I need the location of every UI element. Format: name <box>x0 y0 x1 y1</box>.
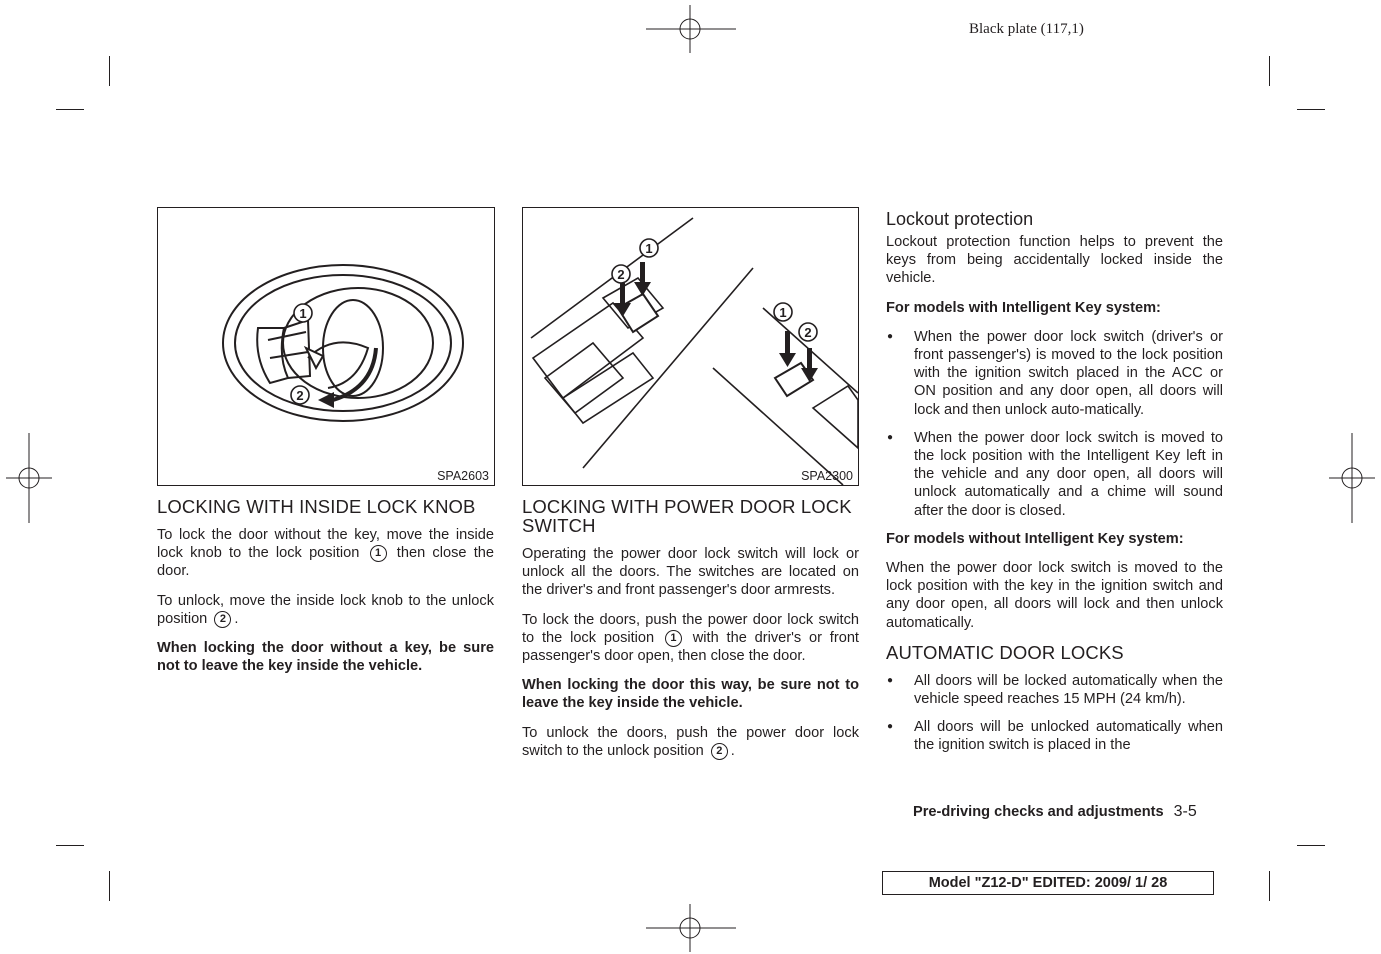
bullet-list <box>886 328 1223 520</box>
callout-1 <box>640 239 658 257</box>
list-item: ● When the power door lock switch (driver's or front passenger's) is moved to the lock position with the ignition switch placed in the ACC or ON position and any door open, all doors will lock and then unlock auto-matically. <box>886 328 1223 419</box>
crop-mark <box>1297 845 1325 846</box>
callout-1 <box>774 303 792 321</box>
callout-2 <box>291 386 309 404</box>
bullet-list <box>886 672 1223 755</box>
text: then close the door. <box>157 545 494 580</box>
text: To lock the door without the key, move the inside lock knob to the lock position <box>157 527 494 562</box>
subheading: For models with Intelligent Key system: <box>886 299 1161 316</box>
crop-mark <box>1269 56 1270 86</box>
figure-code: SPA2300 <box>801 469 853 483</box>
callout-1-label: 1 <box>645 241 653 256</box>
callout-2 <box>612 265 630 283</box>
paragraph: Lockout protection function helps to prevent the keys from being accidentally locked inside the vehicle. <box>886 234 1223 287</box>
circled-number: 2 <box>214 611 231 628</box>
section-heading: LOCKING WITH POWER DOOR LOCK SWITCH <box>522 496 852 536</box>
column-lockout-protection <box>886 209 1223 755</box>
crop-mark <box>1297 109 1325 110</box>
crop-mark <box>56 845 84 846</box>
circled-number: 2 <box>711 743 728 760</box>
registration-mark <box>646 902 736 954</box>
registration-mark <box>6 433 52 523</box>
column-inside-lock-knob <box>157 497 494 686</box>
paragraph: When the power door lock switch is moved to the lock position with the key in the ignition switch and any door open, all doors will lock and then unlock automatically. <box>886 560 1223 631</box>
list-item: ● All doors will be locked automatically when the vehicle speed reaches 15 MPH (24 km/h). <box>886 672 1223 708</box>
text: To unlock, move the inside lock knob to the unlock position <box>157 592 494 627</box>
warning-text: When locking the door without a key, be sure not to leave the key inside the vehicle. <box>157 640 494 675</box>
registration-mark <box>646 3 736 55</box>
crop-mark <box>109 871 110 901</box>
paragraph <box>522 611 859 666</box>
power-lock-switch-illustration <box>523 208 858 485</box>
section-heading: LOCKING WITH INSIDE LOCK KNOB <box>157 496 476 517</box>
callout-2-label: 2 <box>804 325 812 340</box>
crop-mark <box>1269 871 1270 901</box>
subheading: For models without Intelligent Key system: <box>886 530 1184 547</box>
callout-1 <box>294 304 312 322</box>
model-edited-box: Model "Z12-D" EDITED: 2009/ 1/ 28 <box>882 871 1214 895</box>
figure-power-door-lock-switch <box>522 207 859 486</box>
callout-2-label: 2 <box>296 388 304 403</box>
text: . <box>234 610 239 627</box>
column-power-door-lock <box>522 497 859 771</box>
section-title: Pre-driving checks and adjustments <box>913 804 1164 820</box>
crop-mark <box>109 56 110 86</box>
figure-code: SPA2603 <box>437 469 489 483</box>
circled-number: 1 <box>370 545 387 562</box>
list-item: ● When the power door lock switch is moved to the lock position with the Intelligent Key left in the vehicle and any door open, all doors will unlock automatically and a chime will sound after the door is closed. <box>886 429 1223 520</box>
crop-mark <box>56 109 84 110</box>
text: To lock the doors, push the power door lock switch to the lock position <box>522 611 859 646</box>
list-item: ● All doors will be unlocked automatically when the ignition switch is placed in the <box>886 718 1223 754</box>
text: with the driver's or front passenger's door open, then close the door. <box>522 629 859 665</box>
section-heading: Lockout protection <box>886 209 1034 229</box>
registration-mark <box>1329 433 1375 523</box>
text: To unlock the doors, push the power door lock switch to the unlock position <box>522 724 859 759</box>
figure-inside-lock-knob <box>157 207 495 486</box>
callout-2-label: 2 <box>617 267 625 282</box>
warning-text: When locking the door this way, be sure not to leave the key inside the vehicle. <box>522 677 859 712</box>
paragraph <box>157 526 494 581</box>
lock-knob-illustration <box>158 208 494 485</box>
paragraph <box>157 592 494 628</box>
callout-1-label: 1 <box>779 305 787 320</box>
paragraph <box>522 724 859 760</box>
section-heading: AUTOMATIC DOOR LOCKS <box>886 641 1124 663</box>
page-footer <box>913 803 1197 821</box>
page-number: 3-5 <box>1173 803 1197 820</box>
callout-2 <box>799 323 817 341</box>
circled-number: 1 <box>665 630 682 647</box>
paragraph: Operating the power door lock switch will lock or unlock all the doors. The switches are located on the driver's and front passenger's door armrests. <box>522 546 859 599</box>
callout-1-label: 1 <box>299 306 307 321</box>
plate-label: Black plate (117,1) <box>969 21 1084 37</box>
text: . <box>730 742 735 759</box>
